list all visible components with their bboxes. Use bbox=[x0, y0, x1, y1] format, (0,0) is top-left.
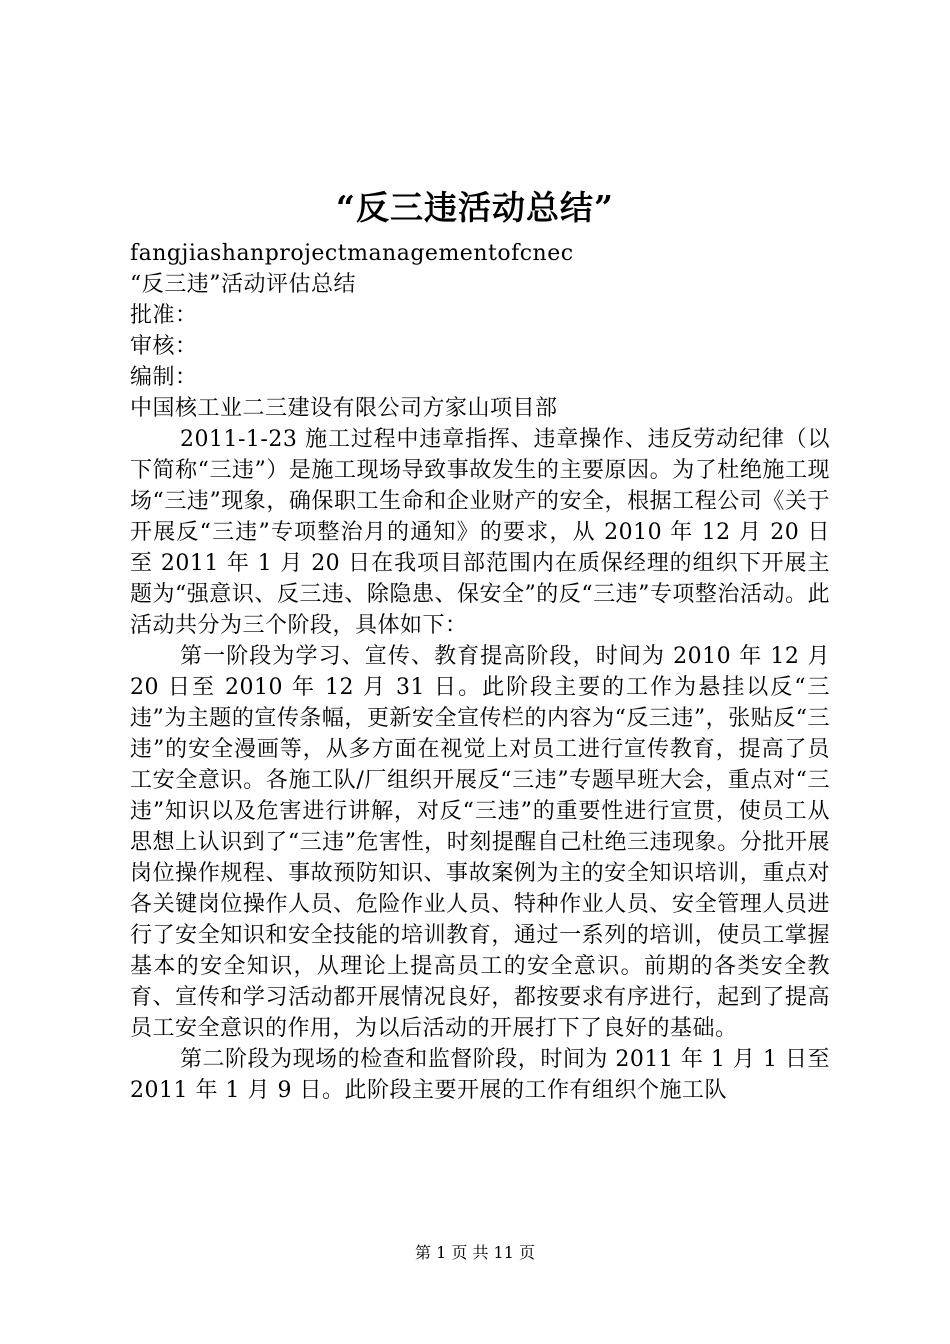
review-label: 审核： bbox=[130, 334, 198, 359]
page-footer: 第 1 页 共 11 页 bbox=[415, 1243, 535, 1262]
subtitle-en: fangjiashanprojectmanagementofcnec bbox=[130, 241, 574, 266]
paragraph-intro: 2011-1-23 施工过程中违章指挥、违章操作、违反劳动纪律（以下简称“三违”）是施工现场导致事故发生的主要原因。为了杜绝施工现场“三违”现象，确保职工生命和企业财产的安全，根据工程公司《关于开展反“三违”专项整治月的通知》的要求，从 2010 年 12 月 20 日至 2011 年 1 月 20 日在我项目部范围内在质保经理的组织下开展主题为“强意识、反三违、除隐患、保安全”的反“三违”专项整治活动。此活动共分为三个阶段，具体如下： bbox=[130, 427, 830, 638]
paragraph-phase-one: 第一阶段为学习、宣传、教育提高阶段，时间为 2010 年 12 月 20 日至 2010 年 12 月 31 日。此阶段主要的工作为悬挂以反“三违”为主题的宣传条幅，更新安全宣传栏的内容为“反三违”，张贴反“三违”的安全漫画等，从多方面在视觉上对员工进行宣传教育，提高了员工安全意识。各施工队/厂组织开展反“三违”专题早班大会，重点对“三违”知识以及危害进行讲解，对反“三违”的重要性进行宣贯，使员工从思想上认识到了“三违”危害性，时刻提醒自己杜绝三违现象。分批开展岗位操作规程、事故预防知识、事故案例为主的安全知识培训，重点对各关键岗位操作人员、危险作业人员、特种作业人员、安全管理人员进行了安全知识和安全技能的培训教育，通过一系列的培训，使员工掌握基本的安全知识，从理论上提高员工的安全意识。前期的各类安全教育、宣传和学习活动都开展情况良好，都按要求有序进行，起到了提高员工安全意识的作用，为以后活动的开展打下了良好的基础。 bbox=[130, 644, 830, 1041]
approve-label: 批准： bbox=[130, 303, 198, 328]
organization-name: 中国核工业二三建设有限公司方家山项目部 bbox=[130, 396, 558, 421]
subtitle-cn: “反三违”活动评估总结 bbox=[130, 272, 356, 297]
prepare-label: 编制： bbox=[130, 365, 198, 390]
document-title: “反三违活动总结” bbox=[336, 188, 614, 227]
paragraph-phase-two: 第二阶段为现场的检查和监督阶段，时间为 2011 年 1 月 1 日至 2011 年 1 月 9 日。此阶段主要开展的工作有组织个施工队 bbox=[130, 1047, 830, 1103]
document-body bbox=[130, 238, 830, 1106]
